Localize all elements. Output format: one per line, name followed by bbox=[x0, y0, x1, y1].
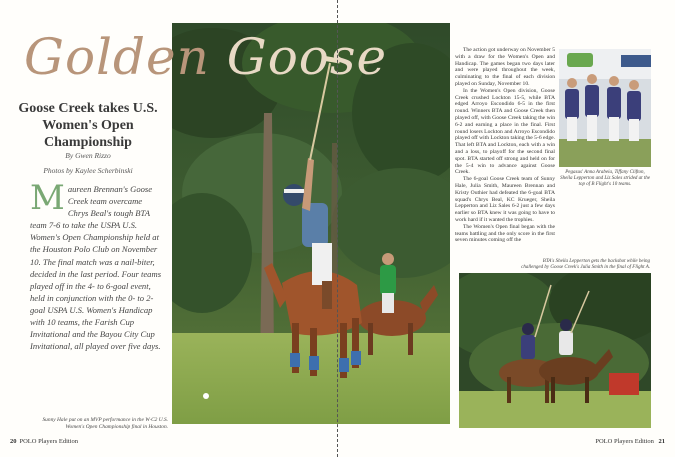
folio-left bbox=[10, 438, 78, 445]
photo-credit: Photos by Kaylee Scherbinski bbox=[43, 166, 133, 175]
page-number-left: 20 bbox=[10, 438, 17, 445]
page-spine bbox=[337, 0, 338, 457]
main-photo-caption: Sunny Hale put on an MVP performance in the W·C2 U.S. Women's Open Championship final in Houston. bbox=[42, 417, 168, 430]
body-paragraph: The action got underway on November 5 with a draw for the Women's Open and Handicap. The games began two days later and were played throughout the week, culminating to the final of each division played on Sunday, November 10. bbox=[455, 47, 555, 87]
intro-text: aureen Brennan's Goose Creek team overcame Chrys Beal's tough BTA team 7-6 to take the USPA U.S. Women's Open Championship held at the Houston Polo Club on November 10. The final match was a nail-biter, decided in the last period. Four teams played off in the 4- to 6-goal event, held in conjunction with the 0- to 2-goal USPA U.S. Women's Handicap with 10 teams, the Farish Cup Invitational and the Bayou City Cup Invitational, all played over five days. bbox=[30, 184, 162, 352]
page-number-right: 21 bbox=[658, 438, 665, 445]
action-photo-caption: BTA's Sheila Lepperton gets the backshot while being challenged by Goose Creek's Julia Smith in the final of Flight A. bbox=[521, 259, 650, 270]
folio-right bbox=[595, 438, 665, 445]
action-polo-photo bbox=[459, 273, 651, 428]
byline: By Gwen Rizzo bbox=[65, 151, 111, 160]
team-photo bbox=[559, 49, 651, 167]
subheadline: Goose Creek takes U.S. Women's Open Championship bbox=[18, 101, 158, 150]
body-column bbox=[455, 47, 555, 244]
team-photo-caption: Pegasus' Anna Arabeia, Tiffany Clifton, Sheila Lepperton and Liz Sales strided at the top of B Flight's 10 teams. bbox=[560, 170, 650, 187]
body-paragraph: The Women's Open final began with the teams battling and the only score in the first seven minutes coming off the bbox=[455, 223, 555, 244]
folio-label-right: POLO Players Edition bbox=[595, 438, 654, 445]
headline-word-2: Goose bbox=[226, 28, 388, 86]
headline-word-1: Golden bbox=[24, 28, 210, 86]
headline bbox=[24, 28, 387, 86]
drop-cap: M bbox=[30, 178, 65, 218]
folio-label-left: POLO Players Edition bbox=[19, 438, 78, 445]
body-paragraph: In the Women's Open division, Goose Creek crushed Lockton 15-5, while BTA edged Arroyo Escondido 6-5 in the first round. Winners BTA and Goose Creek then played off, with Goose Creek taking the win 6-2 and earning a place in the final. First round losers Lockton and Arroyo Escondido played off with Lockton taking the 5-6 edge. That left BTA and Lockton, each with a win and a loss, to playoff for the second final spot. BTA started off strong and held on for the 5-4 win to advance against Goose Creek. bbox=[455, 87, 555, 176]
intro-paragraph bbox=[30, 178, 164, 352]
body-paragraph: The 6-goal Goose Creek team of Sunny Hale, Julia Smith, Maureen Brennan and Kristy Outhier had defeated the 6-goal BTA squad's Chrys Beal, KC Krueger, Sheila Lepperton and Liz Sales 6-2 just a few days earlier so BTA knew it was going to have to work hard if it wanted the trophies. bbox=[455, 176, 555, 223]
